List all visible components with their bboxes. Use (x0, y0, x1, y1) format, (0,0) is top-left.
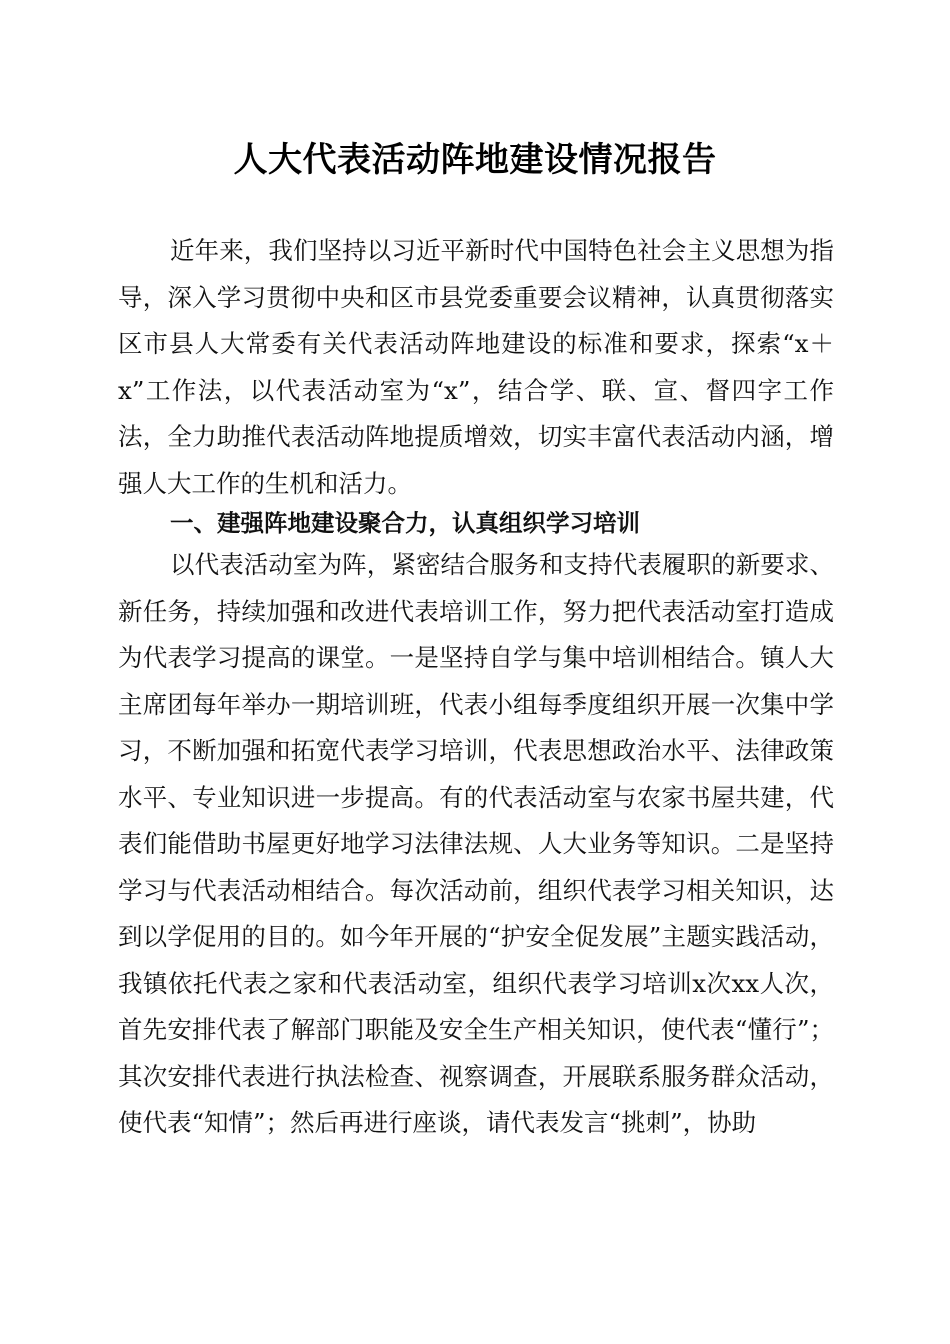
paragraph-text: 近年来，我们坚持以习近平新时代中国特色社会主义思想为指导，深入学习贯彻中央和区市县党委重要会议精神，认真贯彻落实区市县人大常委有关代表活动阵地建设的标准和要求，探索“x＋x”工作法，以代表活动室为“x”，结合学、联、宣、督四字工作法，全力助推代表活动阵地提质增效，切实丰富代表活动内涵，增强人大工作的生机和活力。 (118, 236, 834, 498)
document-title: 人大代表活动阵地建设情况报告 (233, 140, 717, 180)
paragraph-text: 以代表活动室为阵，紧密结合服务和支持代表履职的新要求、新任务，持续加强和改进代表培训工作，努力把代表活动室打造成为代表学习提高的课堂。一是坚持自学与集中培训相结合。镇人大主席团每年举办一期培训班，代表小组每季度组织开展一次集中学习，不断加强和拓宽代表学习培训，代表思想政治水平、法律政策水平、专业知识进一步提高。有的代表活动室与农家书屋共建，代表们能借助书屋更好地学习法律法规、人大业务等知识。二是坚持学习与代表活动相结合。每次活动前，组织代表学习相关知识，达到以学促用的目的。如今年开展的“护安全促发展”主题实践活动，我镇依托代表之家和代表活动室，组织代表学习培训x次xx人次，首先安排代表了解部门职能及安全生产相关知识，使代表“懂行”；其次安排代表进行执法检查、视察调查，开展联系服务群众活动，使代表“知情”；然后再进行座谈，请代表发言“挑刺”，协助 (118, 550, 834, 1137)
section-heading-1: 一、建强阵地建设聚合力，认真组织学习培训 (170, 509, 640, 537)
intro-paragraph (118, 228, 834, 507)
section-1-paragraph (118, 542, 834, 1147)
